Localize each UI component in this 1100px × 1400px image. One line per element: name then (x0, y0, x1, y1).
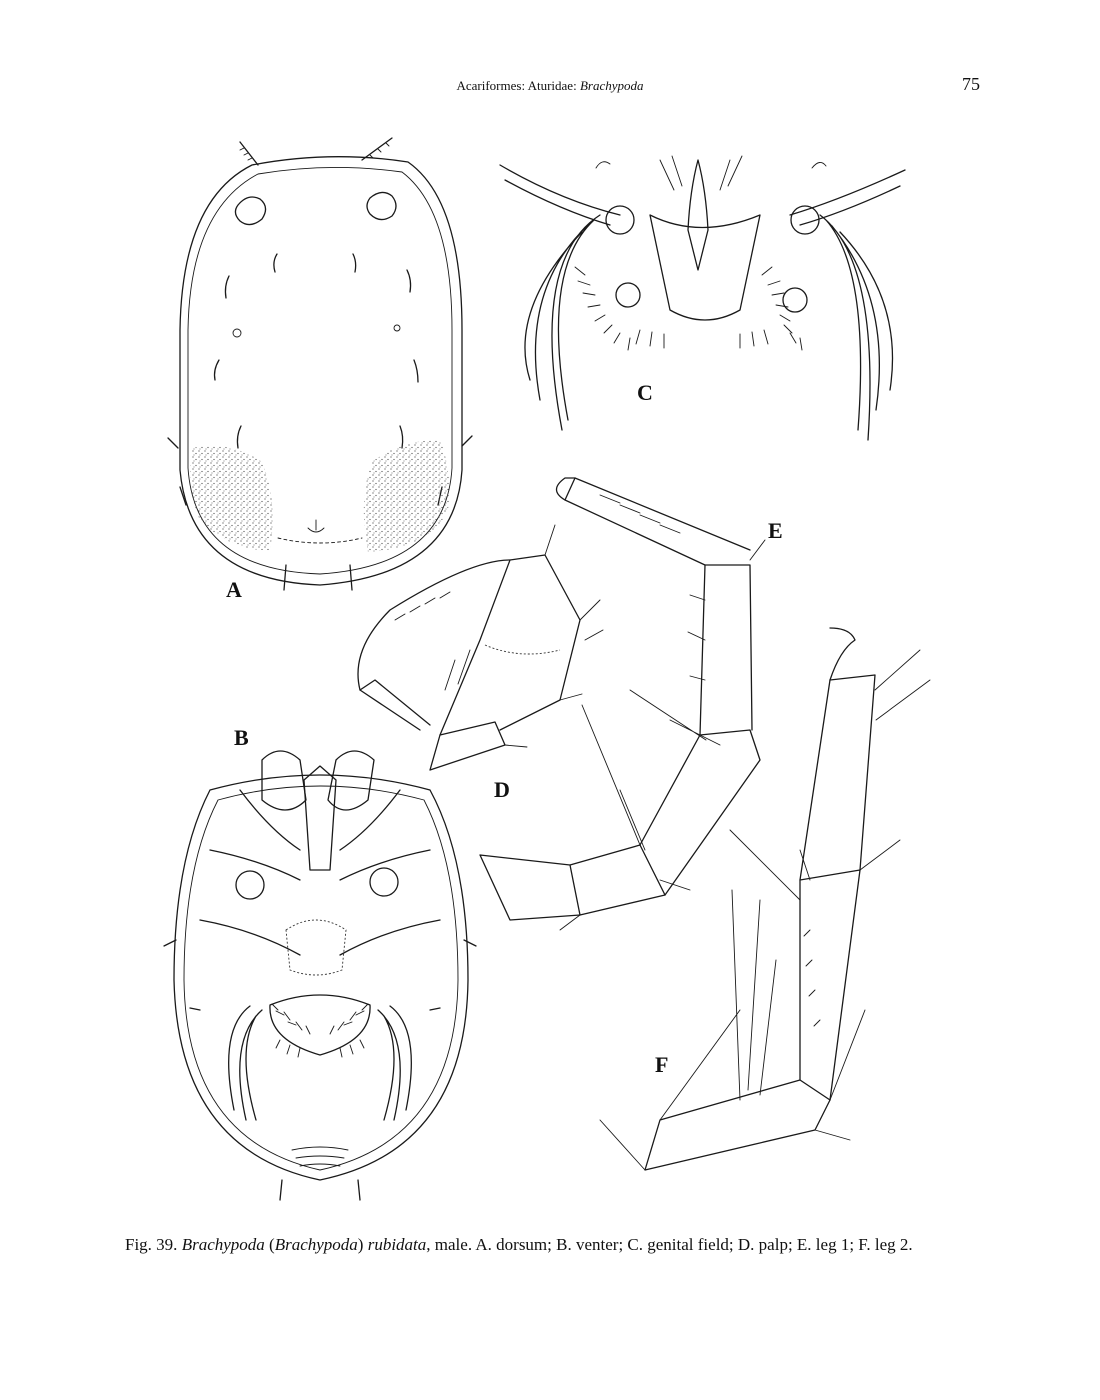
panel-d-palp-drawing (358, 525, 603, 770)
running-head-genus: Brachypoda (579, 78, 644, 93)
panel-e-leg-1-drawing (480, 478, 765, 930)
caption-open-paren: ( (264, 1235, 275, 1254)
panel-label-b: B (234, 725, 249, 750)
panel-a-dorsum-drawing (168, 138, 472, 590)
caption-rest: , male. A. dorsum; B. venter; C. genital field; D. palp; E. leg 1; F. leg 2. (426, 1235, 913, 1254)
page-number: 75 (962, 74, 980, 94)
panel-label-c: C (637, 380, 653, 405)
caption-fig-number: Fig. 39. (125, 1235, 178, 1254)
panel-b-venter-drawing (164, 751, 476, 1200)
panel-label-e: E (768, 518, 783, 543)
caption-subgenus: Brachypoda (274, 1235, 358, 1254)
caption-species: rubidata (367, 1235, 427, 1254)
figure-caption (125, 1233, 975, 1257)
panel-c-genital-field-drawing (500, 156, 905, 440)
panel-label-f: F (655, 1052, 669, 1077)
caption-close-paren: ) (357, 1235, 368, 1254)
panel-label-a: A (226, 577, 242, 602)
caption-genus: Brachypoda (181, 1235, 265, 1254)
running-head-prefix: Acariformes: Aturidae: (456, 78, 580, 93)
panel-label-d: D (494, 777, 510, 802)
